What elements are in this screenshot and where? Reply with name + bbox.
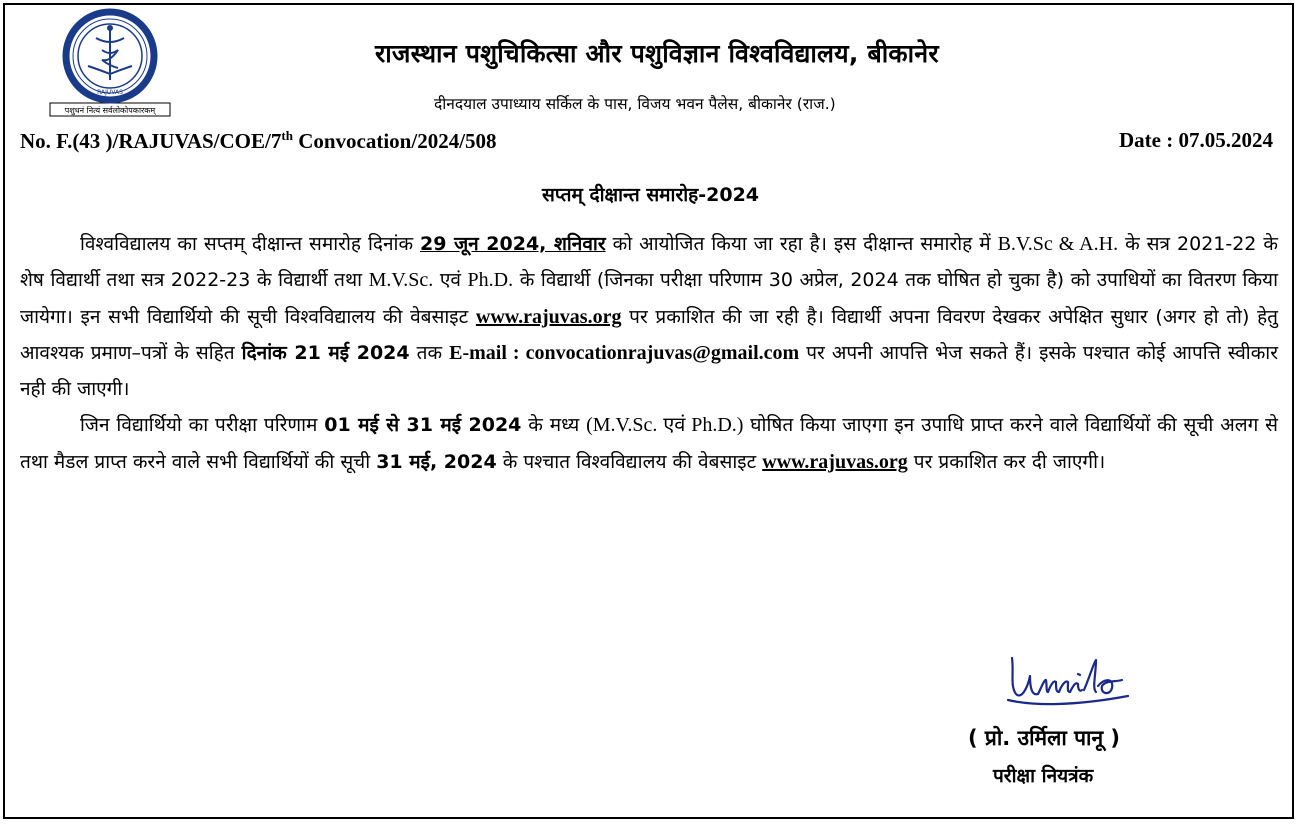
issue-date: Date : 07.05.2024	[1119, 128, 1273, 152]
text: एवं	[433, 269, 468, 292]
publish-after-date: 31 मई, 2024	[376, 450, 497, 473]
svg-text:पशुधनं नित्यं सर्वलोकोपकारकम्: पशुधनं नित्यं सर्वलोकोपकारकम्	[64, 106, 156, 115]
notice-body	[20, 226, 1278, 480]
notice-heading: सप्तम् दीक्षान्त समारोह-2024	[541, 184, 760, 206]
text: के विद्यार्थी (जिनका परीक्षा परिणाम 30 अप्रेल, 2024 तक घोषित हो चुका है) को उपाधियों का वितरण किया जायेगा। इन सभी विद्यार्थियो की सूची विश्वविद्यालय की वेबसाइट	[20, 269, 1278, 328]
text: को आयोजित किया जा रहा है। इस दीक्षान्त समारोह में	[605, 233, 998, 255]
paragraph-2	[20, 407, 1278, 480]
text: पर प्रकाशित की जा रही है। विद्यार्थी अपना विवरण देखकर अपेक्षित सुधार (अगर हो तो) हेतु आवश्यक प्रमाण–पत्रों के सहित	[20, 305, 1279, 364]
reference-suffix: Convocation/2024/508	[292, 129, 497, 153]
text: के सत्र 2021-22 के शेष विद्यार्थी तथा सत्र 2022-23 के विद्यार्थी तथा	[20, 233, 1278, 292]
university-address: दीनदयाल उपाध्याय सर्किल के पास, विजय भवन पैलेस, बीकानेर (राज.)	[434, 95, 836, 113]
university-seal-icon	[48, 8, 172, 118]
reference-number	[20, 128, 497, 154]
signatory-designation: परीक्षा नियत्रंक	[993, 765, 1094, 787]
result-date-range: 01 मई से 31 मई 2024	[324, 414, 522, 437]
handwritten-signature	[1004, 650, 1134, 712]
svg-text:RAJUVAS: RAJUVAS	[97, 89, 123, 96]
convocation-date: 29 जून 2024, शनिवार	[420, 233, 606, 255]
text: विश्वविद्यालय का सप्तम् दीक्षान्त समारोह दिनांक	[80, 233, 421, 255]
paragraph-1	[20, 226, 1278, 407]
objection-deadline: दिनांक 21 मई 2024	[241, 341, 410, 364]
text: पर अपनी आपत्ति भेज सकते हैं। इसके पश्चात कोई आपत्ति स्वीकार नही की जाएगी।	[20, 341, 1278, 401]
degree-bvsc: B.V.Sc & A.H.	[997, 233, 1119, 255]
text: के मध्य	[521, 414, 587, 437]
text: पर प्रकाशित कर दी जाएगी।	[907, 450, 1106, 473]
text: के पश्चात विश्वविद्यालय की वेबसाइट	[496, 450, 763, 473]
degrees-pg: (M.V.Sc. एवं Ph.D.)	[586, 414, 744, 437]
text: जिन विद्यार्थियो का परीक्षा परिणाम	[80, 414, 325, 437]
email-address[interactable]: E-mail : convocationrajuvas@gmail.com	[449, 341, 800, 364]
website-link[interactable]: www.rajuvas.org	[475, 305, 622, 328]
reference-superscript: th	[281, 128, 293, 143]
degree-mvsc: M.V.Sc.	[368, 269, 434, 292]
degree-phd: Ph.D.	[467, 269, 514, 292]
text: तक	[409, 341, 450, 364]
website-link[interactable]: www.rajuvas.org	[762, 450, 908, 473]
university-name: राजस्थान पशुचिकित्सा और पशुविज्ञान विश्वविद्यालय, बीकानेर	[375, 39, 939, 68]
signatory-name: ( प्रो. उर्मिला पानू )	[968, 726, 1121, 750]
text: घोषित किया जाएगा इन उपाधि प्राप्त करने वाले विद्यार्थियों की सूची अलग से तथा मैडल प्राप्त करने वाले सभी विद्यार्थियों की सूची	[20, 414, 1279, 473]
reference-prefix: No. F.(43 )/RAJUVAS/COE/7	[20, 129, 282, 153]
